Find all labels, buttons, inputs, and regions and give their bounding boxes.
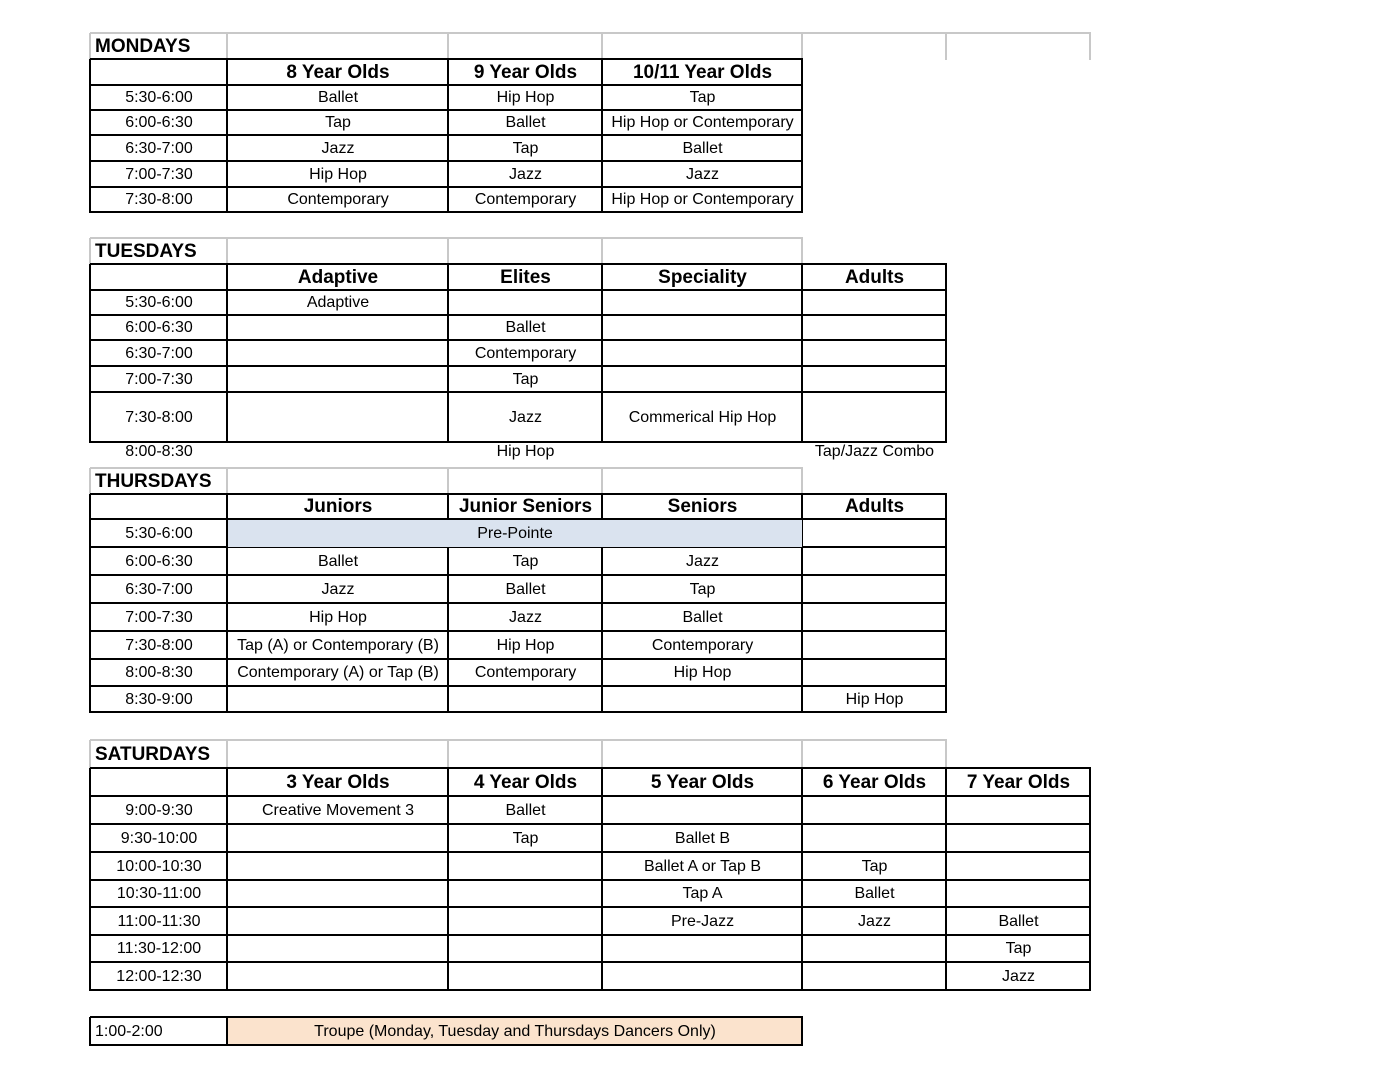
grid-line [601,468,603,495]
thursdays-schedule-cell[interactable] [803,576,946,603]
thursdays-schedule-cell[interactable] [803,660,946,686]
mondays-schedule-cell[interactable]: Tap [689,89,716,106]
saturdays-schedule-cell[interactable] [803,963,946,990]
thursdays-time-cell[interactable]: 6:30-7:00 [125,580,193,598]
saturdays-schedule-cell[interactable] [449,936,602,962]
thursdays-schedule-cell[interactable]: Hip Hop [673,664,732,681]
grid-line [801,238,803,265]
thursdays-header-2[interactable]: Junior Seniors [458,496,593,517]
saturdays-header-5[interactable]: 7 Year Olds [966,771,1071,793]
saturdays-schedule-cell[interactable] [228,963,448,990]
grid-line [945,33,947,60]
mondays-time-cell[interactable]: 6:00-6:30 [125,114,193,131]
tuesdays-schedule-cell[interactable] [803,291,946,315]
thursdays-schedule-cell[interactable] [449,687,602,712]
tuesdays-time-cell[interactable]: 6:00-6:30 [125,319,193,336]
troupe-time-cell[interactable]: 1:00-2:00 [95,1022,163,1040]
mondays-header-3[interactable]: 10/11 Year Olds [632,61,773,83]
tuesdays-schedule-cell[interactable]: Tap/Jazz Combo [814,443,935,460]
thursdays-schedule-cell[interactable]: Ballet [505,580,546,598]
saturdays-schedule-cell[interactable]: Creative Movement 3 [261,801,415,819]
saturdays-time-cell[interactable]: 12:00-12:30 [116,967,202,985]
saturdays-header-2[interactable]: 4 Year Olds [473,771,578,793]
mondays-time-cell[interactable]: 7:30-8:00 [125,191,193,208]
thursdays-schedule-cell[interactable]: Contemporary [474,664,577,681]
mondays-schedule-cell[interactable]: Ballet [505,114,546,131]
tuesdays-time-cell[interactable]: 7:30-8:00 [125,408,193,426]
mondays-header-2[interactable]: 9 Year Olds [473,61,578,83]
saturdays-schedule-cell[interactable]: Ballet [998,912,1039,930]
grid-line [1089,33,1091,60]
thursdays-schedule-cell[interactable]: Jazz [686,552,719,570]
mondays-schedule-cell[interactable]: Tap [512,139,539,157]
saturdays-schedule-cell[interactable] [228,853,448,880]
thursdays-schedule-cell[interactable]: Tap [512,552,539,570]
thursdays-schedule-cell[interactable]: Hip Hop [309,608,367,626]
mondays-schedule-cell[interactable]: Tap [325,114,351,131]
tuesdays-schedule-cell[interactable] [603,316,802,340]
saturdays-time-cell[interactable]: 10:30-11:00 [116,885,202,902]
thursdays-day-label[interactable]: THURSDAYS [95,470,212,492]
tuesdays-header-3[interactable]: Speciality [658,266,747,288]
tuesdays-schedule-cell[interactable]: Commerical Hip Hop [628,408,777,426]
saturdays-schedule-cell[interactable] [803,825,946,852]
thursdays-header-4[interactable]: Adults [844,496,905,517]
thursdays-schedule-cell[interactable]: Hip Hop [845,690,904,708]
thursdays-time-cell[interactable]: 7:00-7:30 [125,608,193,626]
mondays-schedule-cell[interactable]: Hip Hop or Contemporary [611,191,794,208]
saturdays-schedule-cell[interactable]: Ballet A or Tap B [643,857,762,875]
thursdays-time-cell[interactable]: 8:00-8:30 [125,664,193,681]
tuesdays-schedule-cell[interactable] [803,341,946,366]
thursdays-time-cell[interactable]: 7:30-8:00 [125,636,193,654]
mondays-schedule-cell[interactable]: Ballet [317,89,359,106]
saturdays-schedule-cell[interactable]: Tap [512,829,539,847]
saturdays-schedule-cell[interactable] [603,936,802,962]
mondays-schedule-cell[interactable]: Hip Hop or Contemporary [611,114,794,131]
saturdays-schedule-cell[interactable] [449,908,602,935]
tuesdays-day-label[interactable]: TUESDAYS [95,240,197,262]
saturdays-header-3[interactable]: 5 Year Olds [650,771,755,793]
mondays-schedule-cell[interactable]: Jazz [686,165,719,183]
saturdays-schedule-cell[interactable]: Tap [861,857,888,875]
saturdays-schedule-cell[interactable] [803,797,946,824]
grid-line [447,468,449,495]
saturdays-day-label[interactable]: SATURDAYS [95,743,211,765]
saturdays-time-cell[interactable]: 9:30-10:00 [120,829,198,847]
pre-pointe-class[interactable]: Pre-Pointe [477,524,553,542]
tuesdays-schedule-cell[interactable]: Contemporary [474,344,577,362]
thursdays-schedule-cell[interactable] [803,520,946,547]
thursdays-schedule-cell[interactable] [603,687,802,712]
tuesdays-schedule-cell[interactable] [603,291,802,315]
tuesdays-schedule-cell[interactable] [228,316,448,340]
saturdays-schedule-cell[interactable]: Tap A [682,885,723,902]
grid-line [447,238,449,265]
saturdays-schedule-cell[interactable] [449,853,602,880]
saturdays-schedule-cell[interactable] [228,936,448,962]
saturdays-schedule-cell[interactable]: Jazz [858,912,891,930]
mondays-time-cell[interactable]: 5:30-6:00 [125,89,193,106]
saturdays-schedule-cell[interactable] [603,963,802,990]
tuesdays-time-cell[interactable]: 8:00-8:30 [125,443,193,460]
tuesdays-schedule-cell[interactable] [603,367,802,392]
thursdays-schedule-cell[interactable]: Contemporary [651,636,754,654]
thursdays-schedule-cell[interactable] [803,604,946,631]
saturdays-schedule-cell[interactable] [449,881,602,907]
tuesdays-schedule-cell[interactable]: Adaptive [306,294,370,311]
thursdays-schedule-cell[interactable] [803,632,946,659]
mondays-time-cell[interactable]: 7:00-7:30 [125,165,193,183]
grid-line [801,468,803,495]
thursdays-schedule-cell[interactable]: Jazz [509,608,542,626]
thursdays-schedule-cell[interactable]: Contemporary (A) or Tap (B) [237,664,439,681]
thursdays-schedule-cell[interactable]: Ballet [682,608,723,626]
thursdays-schedule-cell[interactable]: Jazz [321,580,355,598]
saturdays-schedule-cell[interactable] [947,797,1090,824]
tuesdays-time-cell[interactable]: 5:30-6:00 [125,294,193,311]
thursdays-time-cell[interactable]: 5:30-6:00 [125,524,193,542]
mondays-day-label[interactable]: MONDAYS [95,35,191,57]
thursdays-schedule-cell[interactable] [228,687,448,712]
grid-line [90,32,1091,34]
thursdays-time-cell[interactable]: 8:30-9:00 [125,690,193,708]
mondays-schedule-cell[interactable]: Contemporary [287,191,389,208]
mondays-schedule-cell[interactable]: Ballet [682,139,723,157]
grid-line [945,740,947,769]
thursdays-time-cell[interactable]: 6:00-6:30 [125,552,193,570]
saturdays-schedule-cell[interactable] [603,797,802,824]
tuesdays-header-4[interactable]: Adults [844,266,905,288]
grid-line [447,33,449,60]
tuesdays-time-cell[interactable]: 6:30-7:00 [125,344,193,362]
thursdays-header-3[interactable]: Seniors [667,496,738,517]
grid-line [601,33,603,60]
mondays-schedule-cell[interactable]: Hip Hop [309,165,367,183]
tuesdays-schedule-cell[interactable] [228,341,448,366]
saturdays-schedule-cell[interactable] [947,853,1090,880]
thursdays-schedule-cell[interactable]: Ballet [317,552,359,570]
saturdays-schedule-cell[interactable] [947,881,1090,907]
thursdays-header-1[interactable]: Juniors [303,496,373,517]
saturdays-time-cell[interactable]: 11:30-12:00 [116,940,202,957]
tuesdays-header-2[interactable]: Elites [500,266,551,288]
thursdays-schedule-cell[interactable]: Tap [689,580,716,598]
saturdays-schedule-cell[interactable] [803,936,946,962]
saturdays-header-4[interactable]: 6 Year Olds [822,771,927,793]
grid-line [801,33,803,60]
saturdays-schedule-cell[interactable] [947,825,1090,852]
tuesdays-schedule-cell[interactable]: Hip Hop [496,443,555,460]
tuesdays-schedule-cell[interactable]: Jazz [509,408,542,426]
tuesdays-schedule-cell[interactable] [803,367,946,392]
tuesdays-schedule-cell[interactable]: Ballet [505,319,546,336]
thursdays-schedule-cell[interactable] [803,548,946,575]
tuesdays-schedule-cell[interactable] [449,291,602,315]
saturdays-schedule-cell[interactable]: Ballet [505,801,546,819]
tuesdays-header-1[interactable]: Adaptive [297,266,379,288]
saturdays-schedule-cell[interactable] [228,908,448,935]
mondays-header-1[interactable]: 8 Year Olds [286,61,390,83]
tuesdays-schedule-cell[interactable] [228,393,448,442]
mondays-schedule-cell[interactable]: Jazz [509,165,542,183]
saturdays-schedule-cell[interactable]: Pre-Jazz [670,912,735,930]
saturdays-schedule-cell[interactable]: Ballet B [674,829,731,847]
mondays-schedule-cell[interactable]: Contemporary [474,191,577,208]
saturdays-time-cell[interactable]: 9:00-9:30 [125,801,193,819]
saturdays-schedule-cell[interactable] [449,963,602,990]
tuesdays-schedule-cell[interactable]: Tap [512,370,539,388]
mondays-schedule-cell[interactable]: Jazz [321,139,355,157]
saturdays-schedule-cell[interactable]: Jazz [1002,967,1035,985]
saturdays-schedule-cell[interactable]: Ballet [854,885,895,902]
grid-line [447,740,449,769]
saturdays-schedule-cell[interactable] [228,881,448,907]
thursdays-schedule-cell[interactable]: Tap (A) or Contemporary (B) [237,636,439,654]
saturdays-schedule-cell[interactable]: Tap [1005,940,1032,957]
tuesdays-schedule-cell[interactable] [803,393,946,442]
mondays-time-cell[interactable]: 6:30-7:00 [125,139,193,157]
grid-line [801,740,803,769]
troupe-class[interactable]: Troupe (Monday, Tuesday and Thursdays Dancers Only) [314,1022,716,1040]
mondays-schedule-cell[interactable]: Hip Hop [496,89,555,106]
tuesdays-time-cell[interactable]: 7:00-7:30 [125,370,193,388]
grid-line [601,238,603,265]
tuesdays-schedule-cell[interactable] [228,367,448,392]
thursdays-schedule-cell[interactable]: Hip Hop [496,636,555,654]
tuesdays-schedule-cell[interactable] [603,341,802,366]
saturdays-schedule-cell[interactable] [228,825,448,852]
saturdays-time-cell[interactable]: 11:00-11:30 [117,912,201,930]
grid-line [601,740,603,769]
tuesdays-schedule-cell[interactable] [803,316,946,340]
saturdays-header-1[interactable]: 3 Year Olds [286,771,390,793]
saturdays-time-cell[interactable]: 10:00-10:30 [116,857,202,875]
